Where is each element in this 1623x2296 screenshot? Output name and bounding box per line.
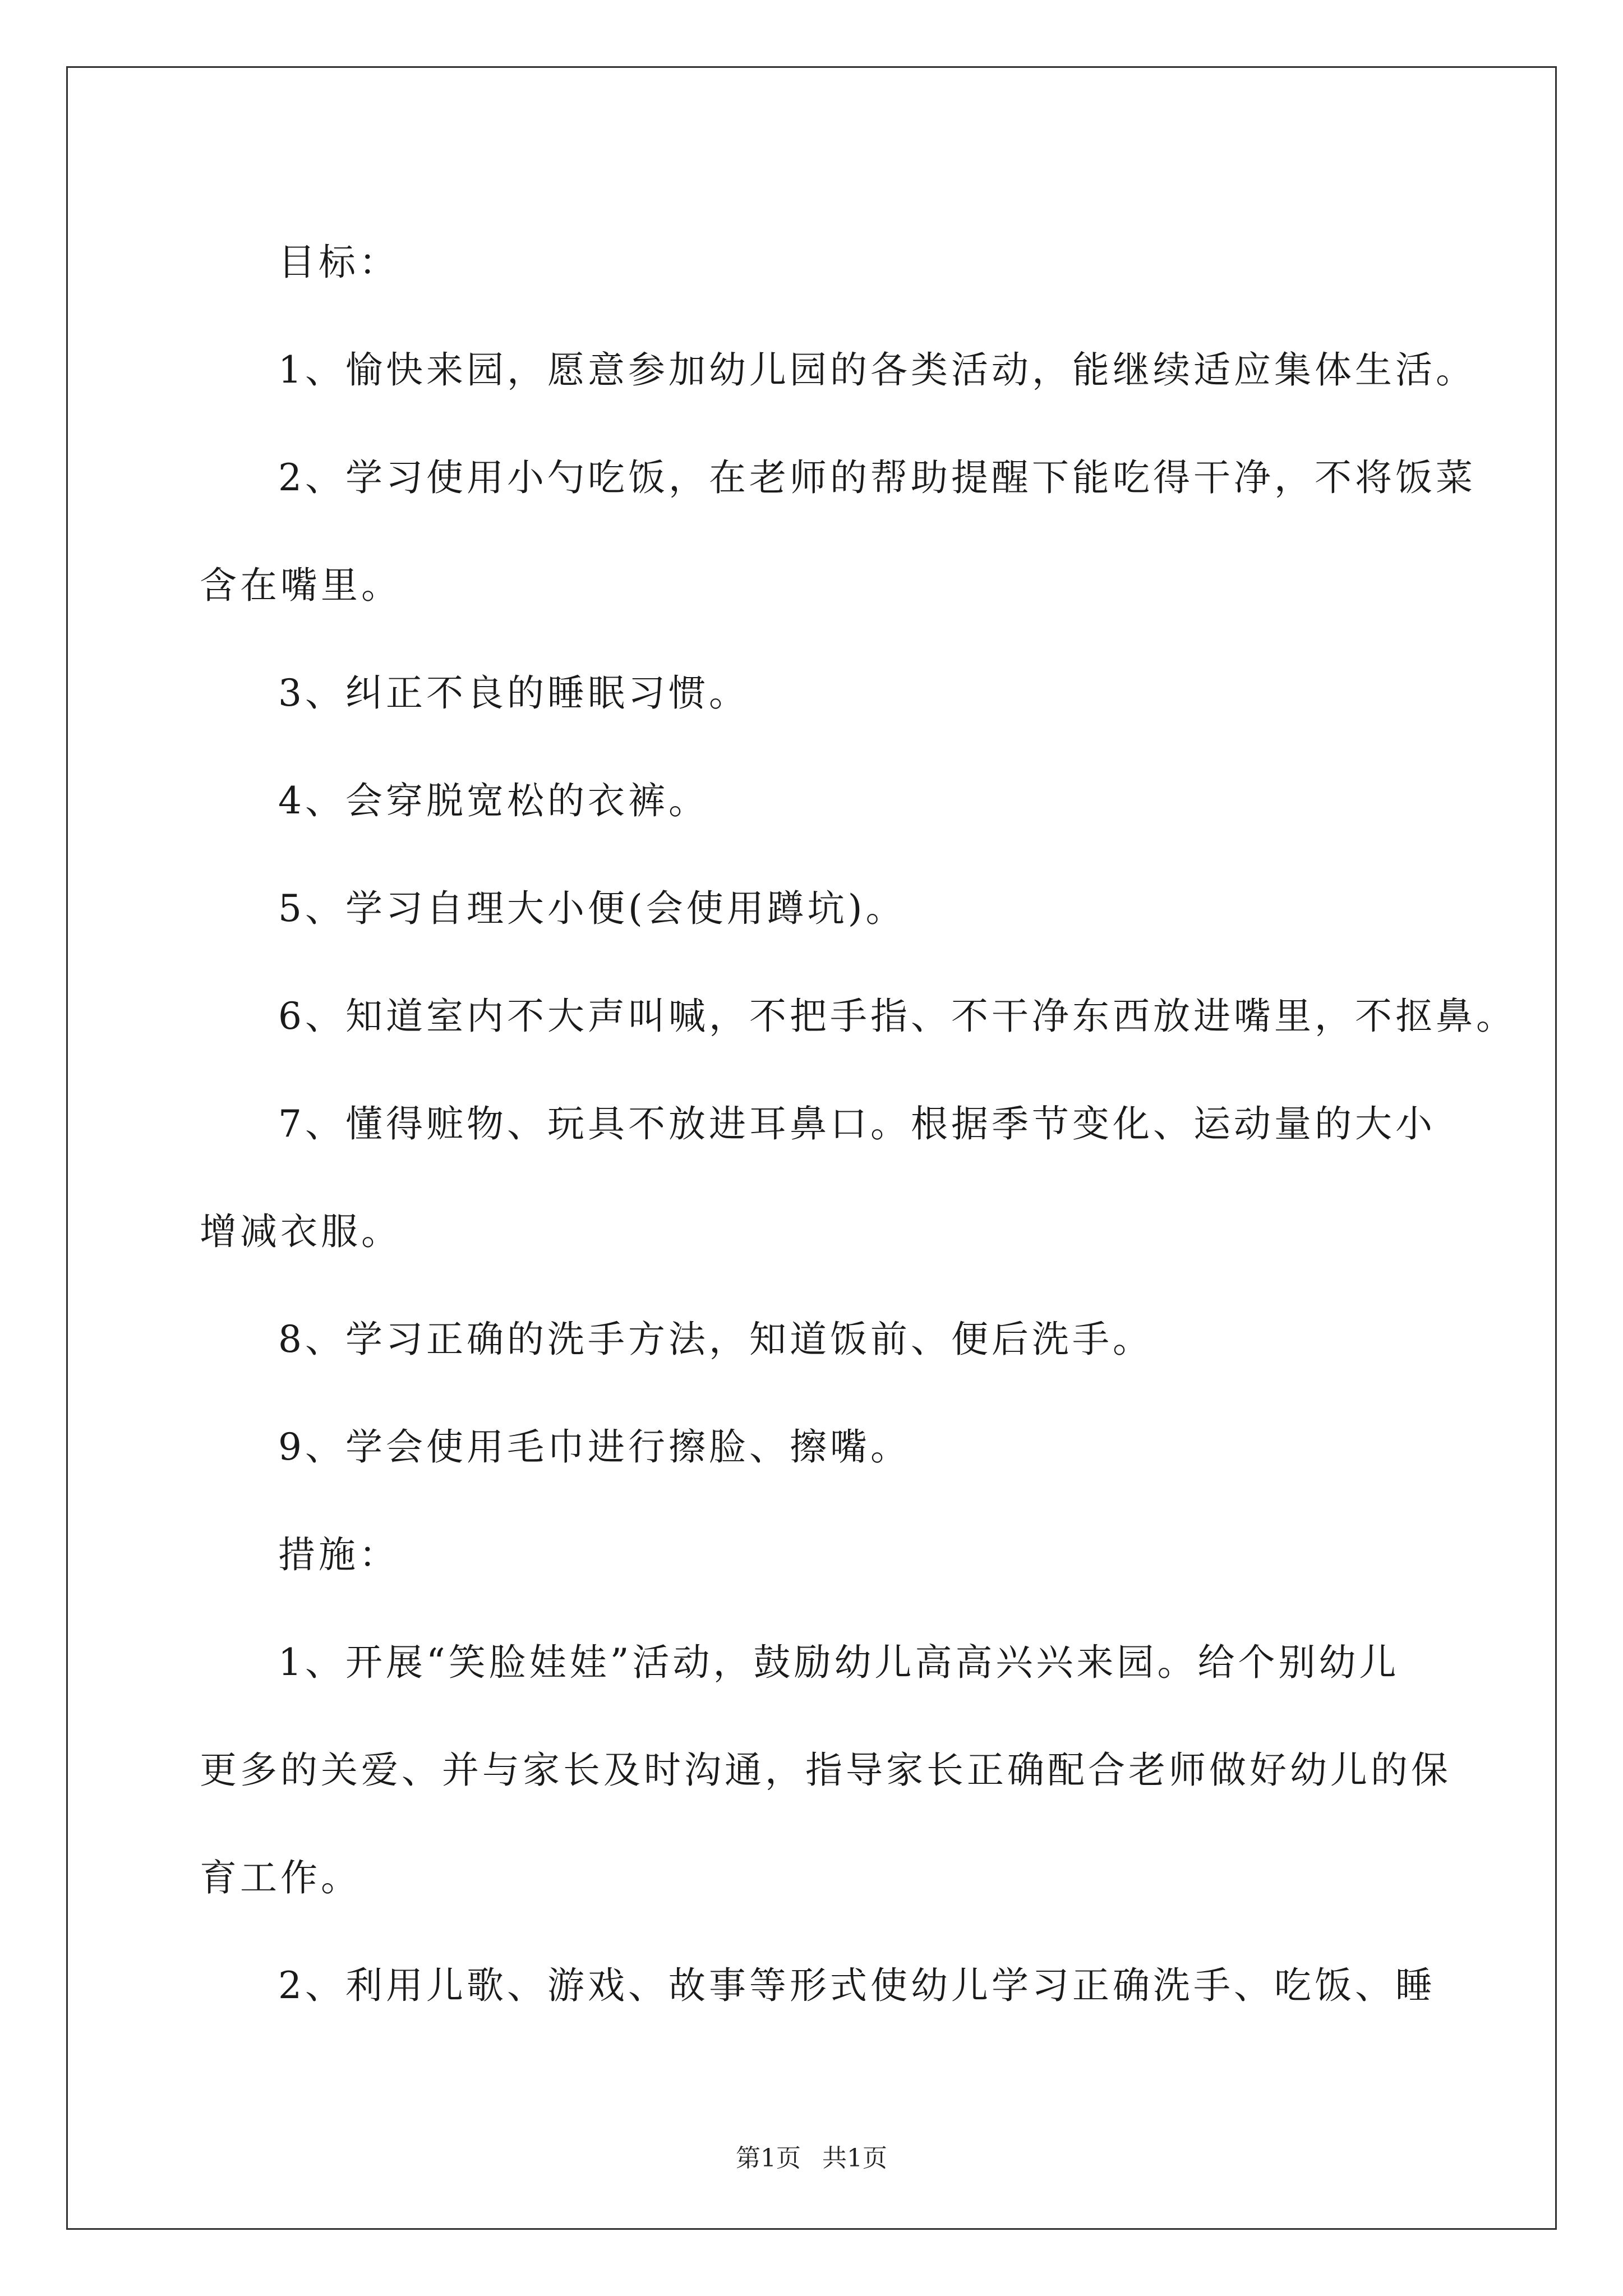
paragraph: [200, 1609, 1451, 1932]
text-line: 2、利用儿歌、游戏、故事等形式使幼儿学习正确洗手、吃饭、睡: [278, 1964, 1436, 2007]
paragraph: [200, 209, 1428, 316]
paragraph: [200, 424, 1476, 639]
text-line: 措施：: [278, 1533, 399, 1576]
text-line: 9、学会使用毛巾进行擦脸、擦嘴。: [278, 1425, 911, 1469]
paragraph: [200, 855, 1428, 963]
paragraph: [200, 747, 1428, 855]
paragraph: [200, 1286, 1428, 1393]
page-number-total: 共1页: [822, 2144, 887, 2173]
text-line: 7、懂得赃物、玩具不放进耳鼻口。根据季节变化、运动量的大小: [278, 1102, 1436, 1145]
text-line: 目标：: [278, 241, 399, 284]
text-line: 3、纠正不良的睡眠习惯。: [278, 671, 749, 715]
paragraph: [200, 1393, 1428, 1501]
text-line: 5、学习自理大小便(会使用蹲坑)。: [278, 887, 906, 930]
paragraph: [200, 1070, 1436, 1286]
text-line: 1、开展“笑脸娃娃”活动，鼓励幼儿高高兴兴来园。给个别幼儿: [278, 1641, 1400, 1684]
paragraph: [200, 316, 1476, 424]
text-line: 2、学习使用小勺吃饭，在老师的帮助提醒下能吃得干净，不将饭菜: [278, 456, 1476, 499]
text-line: 4、会穿脱宽松的衣裤。: [278, 779, 709, 822]
text-line: 1、愉快来园，愿意参加幼儿园的各类活动，能继续适应集体生活。: [278, 348, 1476, 392]
text-line: 8、学习正确的洗手方法，知道饭前、便后洗手。: [278, 1318, 1153, 1361]
page-footer: [0, 2142, 1623, 2175]
text-line: 育工作。: [200, 1856, 361, 1899]
text-line: 更多的关爱、并与家长及时沟通，指导家长正确配合老师做好幼儿的保: [200, 1749, 1451, 1792]
paragraph: [200, 639, 1428, 747]
page-number-current: 第1页: [736, 2144, 801, 2173]
text-line: 含在嘴里。: [200, 564, 402, 607]
text-line: 6、知道室内不大声叫喊，不把手指、不干净东西放进嘴里，不抠鼻。: [278, 995, 1516, 1038]
text-line: 增减衣服。: [200, 1210, 402, 1253]
paragraph: [200, 963, 1516, 1070]
document-body: [200, 209, 1516, 2040]
paragraph: [200, 1932, 1436, 2040]
paragraph: [200, 1501, 1428, 1609]
